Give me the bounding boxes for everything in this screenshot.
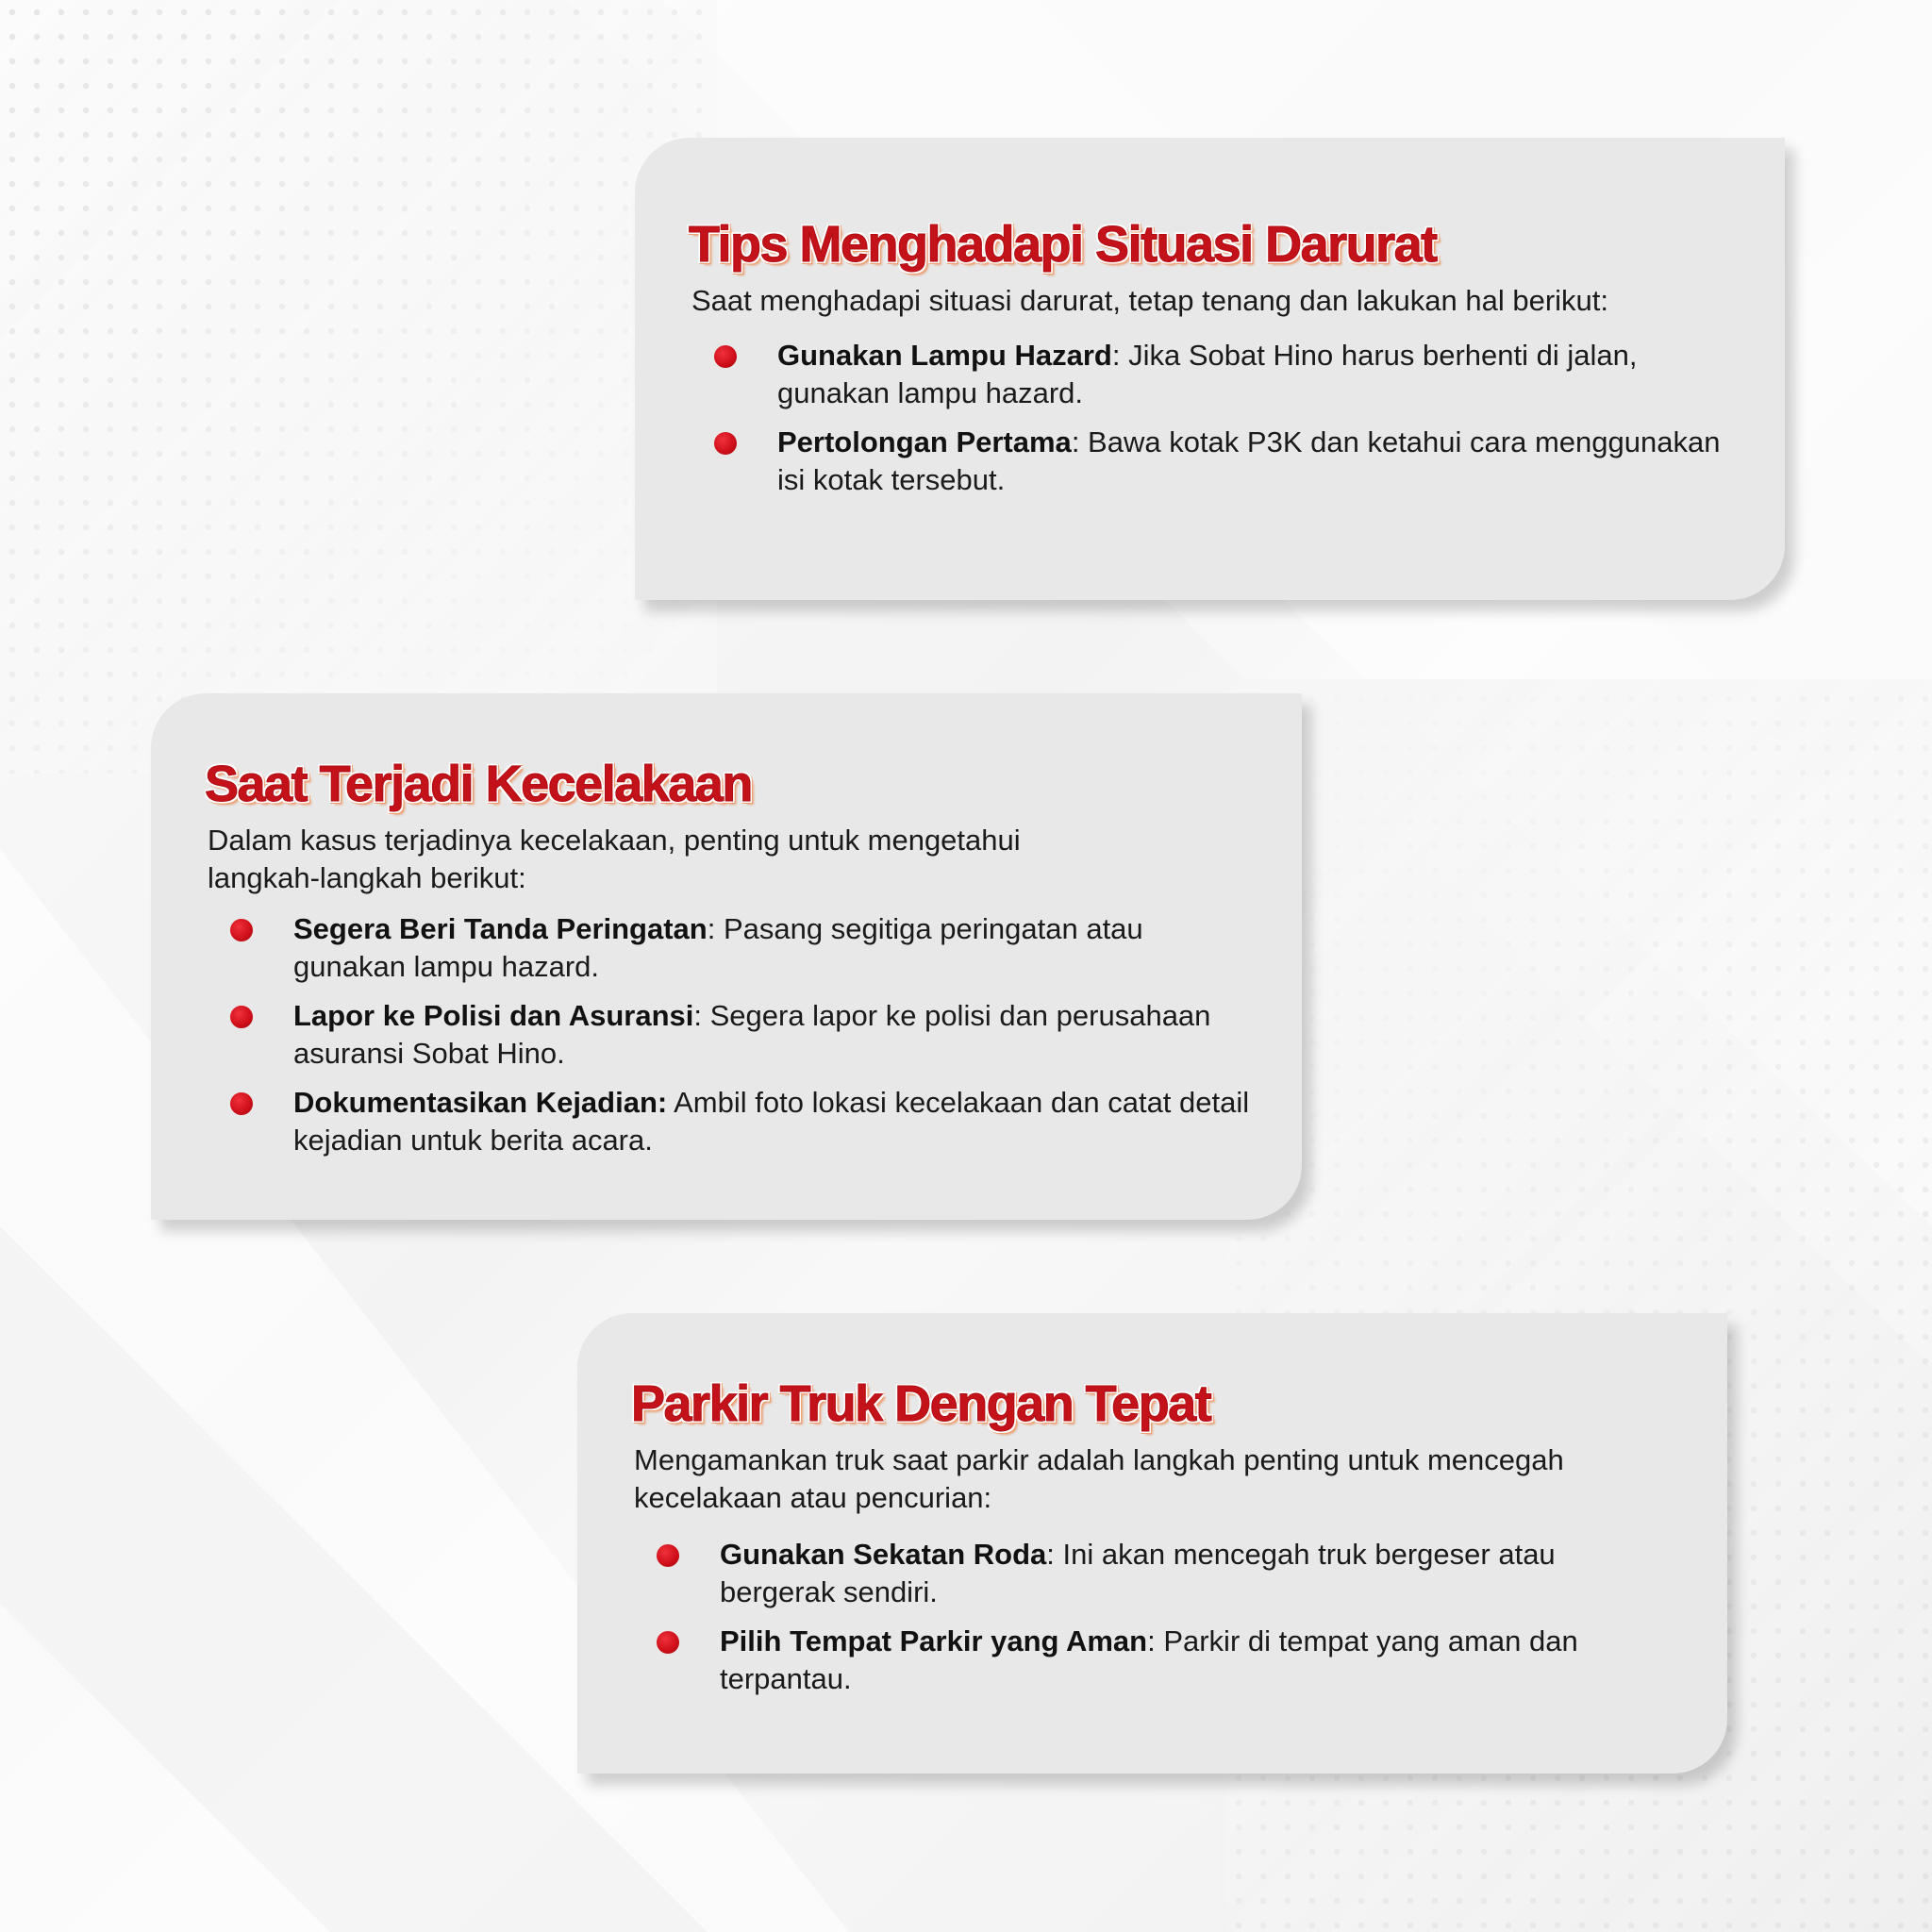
item-separator: :	[1071, 425, 1080, 459]
item-term: Pilih Tempat Parkir yang Aman	[720, 1624, 1148, 1658]
bullet-list	[689, 337, 1728, 499]
card-title: Saat Terjadi Kecelakaan	[205, 756, 752, 812]
list-item	[205, 1084, 1250, 1159]
item-text: Pasang segitiga peringatan atau gunakan lampu hazard.	[293, 912, 1143, 984]
red-dot-icon	[230, 919, 253, 941]
red-dot-icon	[230, 1092, 253, 1115]
item-term: Dokumentasikan Kejadian:	[293, 1086, 668, 1120]
list-item	[689, 424, 1728, 499]
item-term: Lapor ke Polisi dan Asuransi	[293, 999, 694, 1033]
red-dot-icon	[714, 432, 737, 455]
item-separator: :	[1046, 1538, 1055, 1572]
item-term: Gunakan Sekatan Roda	[720, 1538, 1047, 1572]
red-dot-icon	[230, 1006, 253, 1028]
item-text: Ini akan mencegah truk bergeser atau bergerak sendiri.	[720, 1538, 1556, 1609]
item-separator: :	[707, 912, 716, 946]
card-intro: Saat menghadapi situasi darurat, tetap tenang dan lakukan hal berikut:	[691, 284, 1608, 318]
card-title: Parkir Truk Dengan Tepat	[631, 1375, 1211, 1432]
item-separator: :	[693, 999, 702, 1033]
red-dot-icon	[657, 1631, 679, 1654]
card-intro: Dalam kasus terjadinya kecelakaan, penting untuk mengetahui langkah-langkah berikut:	[208, 824, 1021, 895]
item-text: Jika Sobat Hino harus berhenti di jalan, gunakan lampu hazard.	[777, 339, 1638, 410]
card-intro: Mengamankan truk saat parkir adalah langkah penting untuk mencegah kecelakaan atau pencurian:	[634, 1443, 1564, 1515]
item-text: Bawa kotak P3K dan ketahui cara menggunakan isi kotak tersebut.	[777, 425, 1721, 497]
bullet-list	[631, 1536, 1675, 1698]
item-text: Parkir di tempat yang aman dan terpantau.	[720, 1624, 1578, 1696]
bullet-list	[205, 910, 1250, 1159]
list-item	[205, 997, 1250, 1073]
card-parking	[577, 1313, 1727, 1774]
red-dot-icon	[714, 345, 737, 368]
item-separator: :	[1111, 339, 1121, 373]
card-emergency-tips	[635, 138, 1785, 600]
item-text: Ambil foto lokasi kecelakaan dan catat detail kejadian untuk berita acara.	[293, 1086, 1250, 1158]
item-term: Pertolongan Pertama	[777, 425, 1072, 459]
card-accident	[151, 693, 1302, 1220]
list-item	[205, 910, 1250, 986]
list-item	[631, 1623, 1675, 1698]
card-title: Tips Menghadapi Situasi Darurat	[689, 216, 1437, 273]
item-term: Gunakan Lampu Hazard	[777, 339, 1112, 373]
item-separator: :	[1147, 1624, 1156, 1658]
item-term: Segera Beri Tanda Peringatan	[293, 912, 708, 946]
list-item	[631, 1536, 1675, 1611]
list-item	[689, 337, 1728, 412]
item-text: Segera lapor ke polisi dan perusahaan asuransi Sobat Hino.	[293, 999, 1211, 1071]
red-dot-icon	[657, 1544, 679, 1567]
